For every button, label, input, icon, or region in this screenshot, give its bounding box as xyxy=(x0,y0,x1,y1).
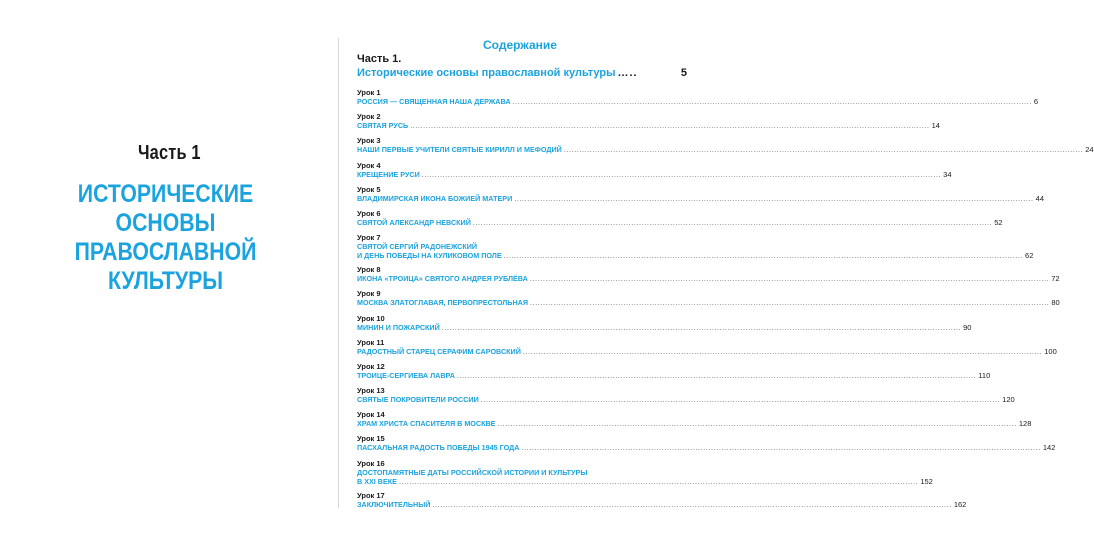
dot-leader: ........................................................................................................................................................................................................ xyxy=(512,97,1032,106)
part-heading: Часть 1 xyxy=(138,142,201,164)
toc-part-label: Часть 1. xyxy=(357,53,402,65)
lesson-title-row xyxy=(357,217,1003,227)
lesson-page-number: 6 xyxy=(1033,97,1039,106)
lesson-title: ВЛАДИМИРСКАЯ ИКОНА БОЖИЕЙ МАТЕРИ xyxy=(357,193,513,203)
lesson-title: В XXI ВЕКЕ xyxy=(357,476,397,486)
lesson-label: Урок 10 xyxy=(357,313,385,323)
lesson-title: КРЕЩЕНИЕ РУСИ xyxy=(357,169,420,179)
lesson-entry[interactable] xyxy=(357,289,1060,313)
lesson-title-row xyxy=(357,476,933,486)
lesson-entry[interactable] xyxy=(357,337,1057,362)
lesson-title-row xyxy=(357,322,972,332)
dot-leader: ........................................................................................................................................................................................................ xyxy=(563,145,1084,155)
lesson-title: СВЯТЫЕ ПОКРОВИТЕЛИ РОССИИ xyxy=(357,395,479,405)
dot-leader: ........................................................................................................................................................................................................ xyxy=(472,217,993,227)
lesson-title-line-1: ДОСТОПАМЯТНЫЕ ДАТЫ РОССИЙСКОЙ ИСТОРИИ И КУЛЬТУРЫ xyxy=(357,467,588,477)
lesson-label: Урок 5 xyxy=(357,184,381,194)
dot-leader: ........................................................................................................................................................................................................ xyxy=(497,419,1017,429)
lesson-entry[interactable] xyxy=(357,208,1003,233)
toc-part-page: 5 xyxy=(680,67,687,79)
dot-leader: ........................................................................................................................................................................................................ xyxy=(529,274,1050,284)
lesson-title: ИКОНА «ТРОИЦА» СВЯТОГО АНДРЕЯ РУБЛЁВА xyxy=(357,274,528,284)
lesson-page-number: 62 xyxy=(1025,251,1034,261)
dot-leader: ........................................................................................................................................................................................................ xyxy=(432,499,952,509)
lesson-page-number: 110 xyxy=(978,370,991,380)
dot-leader: ........................................................................................................................................................................................................ xyxy=(410,121,930,131)
dot-leader: ........................................................................................................................................................................................................ xyxy=(503,251,1024,261)
lesson-title-row xyxy=(357,274,1060,284)
part-title xyxy=(38,180,293,296)
lesson-title-row xyxy=(357,298,1060,308)
dot-leader: ........................................................................................................................................................................................................ xyxy=(530,298,1050,308)
dot-leader: ........................................................................................................................................................................................................ xyxy=(456,370,977,380)
lesson-label: Урок 17 xyxy=(357,490,385,500)
lesson-title-row xyxy=(357,251,1034,261)
lesson-page-number: 142 xyxy=(1042,443,1056,453)
lesson-page-number: 120 xyxy=(1002,395,1015,405)
lesson-title-row xyxy=(357,443,1056,453)
lesson-title-row xyxy=(357,499,967,509)
lesson-label: Урок 1 xyxy=(357,88,381,97)
part-title-line-1: ИСТОРИЧЕСКИЕ ОСНОВЫ xyxy=(77,180,254,237)
lesson-list xyxy=(357,88,1094,515)
lesson-title: РАДОСТНЫЙ СТАРЕЦ СЕРАФИМ САРОВСКИЙ xyxy=(357,346,521,356)
lesson-title-row xyxy=(357,370,991,380)
lesson-label: Урок 2 xyxy=(357,112,381,122)
lesson-label: Урок 8 xyxy=(357,265,381,275)
lesson-title: МОСКВА ЗЛАТОГЛАВАЯ, ПЕРВОПРЕСТОЛЬНАЯ xyxy=(357,298,528,308)
dot-leader: ........................................................................................................................................................................................................ xyxy=(521,443,1041,453)
dot-leader: ........................................................................................................................................................................................................ xyxy=(480,395,1001,405)
lesson-label: Урок 13 xyxy=(357,386,385,396)
lesson-entry[interactable] xyxy=(357,434,1056,458)
dot-leader: ........................................................................................................................................................................................................ xyxy=(522,346,1043,356)
lesson-entry[interactable] xyxy=(357,88,1039,112)
lesson-title-line-1: СВЯТОЙ СЕРГИЙ РАДОНЕЖСКИЙ xyxy=(357,242,478,252)
lesson-label: Урок 6 xyxy=(357,208,381,218)
lesson-page-number: 52 xyxy=(994,217,1003,227)
lesson-page-number: 90 xyxy=(963,322,972,332)
lesson-page-number: 24 xyxy=(1085,145,1094,155)
lesson-label: Урок 12 xyxy=(357,361,385,371)
lesson-page-number: 128 xyxy=(1018,419,1032,429)
lesson-title-row xyxy=(357,97,1039,106)
lesson-title: И ДЕНЬ ПОБЕДЫ НА КУЛИКОВОМ ПОЛЕ xyxy=(357,251,502,261)
lesson-title-row xyxy=(357,121,940,131)
lesson-entry[interactable] xyxy=(357,458,933,491)
lesson-entry[interactable] xyxy=(357,410,1032,434)
lesson-page-number: 100 xyxy=(1044,346,1057,356)
toc-part-title: Исторические основы православной культуры xyxy=(357,67,616,79)
lesson-page-number: 34 xyxy=(943,169,952,179)
lesson-entry[interactable] xyxy=(357,265,1060,289)
lesson-title-row xyxy=(357,145,1094,155)
lesson-entry[interactable] xyxy=(357,490,967,515)
lesson-entry[interactable] xyxy=(357,386,1015,410)
lesson-title: РОССИЯ — СВЯЩЕННАЯ НАША ДЕРЖАВА xyxy=(357,97,511,106)
lesson-entry[interactable] xyxy=(357,184,1044,209)
lesson-title-row xyxy=(357,419,1032,429)
lesson-title: МИНИН И ПОЖАРСКИЙ xyxy=(357,322,440,332)
lesson-page-number: 162 xyxy=(953,499,967,509)
lesson-page-number: 14 xyxy=(931,121,940,131)
lesson-page-number: 72 xyxy=(1051,274,1060,284)
dot-leader: ........................................................................................................................................................................................................ xyxy=(398,476,919,486)
lesson-label: Урок 7 xyxy=(357,233,381,243)
lesson-entry[interactable] xyxy=(357,313,972,338)
lesson-title: ПАСХАЛЬНАЯ РАДОСТЬ ПОБЕДЫ 1945 ГОДА xyxy=(357,443,520,453)
lesson-title-row xyxy=(357,346,1057,356)
table-of-contents xyxy=(357,0,1094,540)
left-page xyxy=(0,0,335,540)
lesson-title: СВЯТАЯ РУСЬ xyxy=(357,121,409,131)
lesson-label: Урок 4 xyxy=(357,160,381,170)
lesson-label: Урок 9 xyxy=(357,289,381,299)
lesson-title: СВЯТОЙ АЛЕКСАНДР НЕВСКИЙ xyxy=(357,217,471,227)
lesson-entry[interactable] xyxy=(357,136,1094,160)
lesson-title: ЗАКЛЮЧИТЕЛЬНЫЙ xyxy=(357,499,431,509)
lesson-title: НАШИ ПЕРВЫЕ УЧИТЕЛИ СВЯТЫЕ КИРИЛЛ И МЕФОДИЙ xyxy=(357,145,562,155)
lesson-entry[interactable] xyxy=(357,233,1034,265)
dot-leader: ........................................................................................................................................................................................................ xyxy=(441,322,962,332)
part-title-line-2: ПРАВОСЛАВНОЙ КУЛЬТУРЫ xyxy=(74,238,257,295)
lesson-label: Урок 14 xyxy=(357,410,385,420)
toc-part-entry[interactable] xyxy=(357,67,687,79)
lesson-label: Урок 15 xyxy=(357,434,385,444)
lesson-title: ТРОИЦЕ-СЕРГИЕВА ЛАВРА xyxy=(357,370,455,380)
toc-part-leader: ….. xyxy=(617,67,638,79)
dot-leader: ........................................................................................................................................................................................................ xyxy=(514,193,1034,203)
lesson-page-number: 44 xyxy=(1035,193,1044,203)
lesson-page-number: 152 xyxy=(920,476,933,486)
lesson-title-row xyxy=(357,193,1044,203)
lesson-entry[interactable] xyxy=(357,112,940,136)
lesson-title-row xyxy=(357,395,1015,405)
lesson-label: Урок 11 xyxy=(357,337,385,347)
page-divider xyxy=(338,38,339,508)
lesson-title-row xyxy=(357,169,952,179)
lesson-page-number: 80 xyxy=(1051,298,1060,308)
lesson-entry[interactable] xyxy=(357,160,952,185)
dot-leader: ........................................................................................................................................................................................................ xyxy=(421,169,942,179)
toc-title: Содержание xyxy=(483,38,557,52)
lesson-label: Урок 16 xyxy=(357,458,385,468)
lesson-label: Урок 3 xyxy=(357,136,381,146)
lesson-entry[interactable] xyxy=(357,361,991,386)
lesson-title: ХРАМ ХРИСТА СПАСИТЕЛЯ В МОСКВЕ xyxy=(357,419,496,429)
